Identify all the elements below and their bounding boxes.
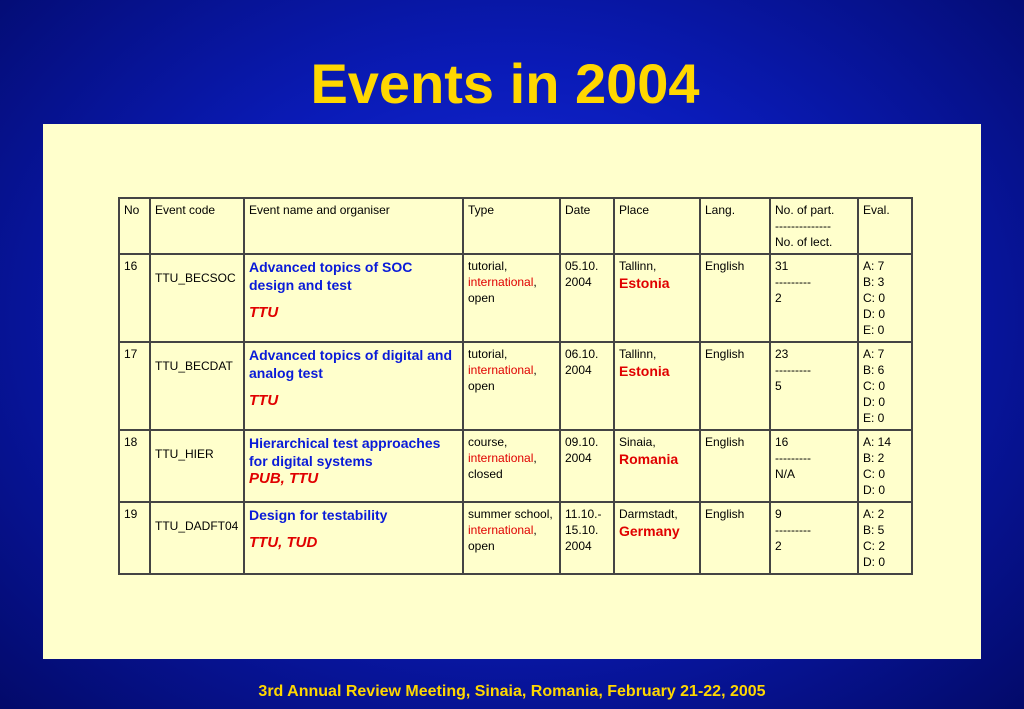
eval-score: C: 0 bbox=[863, 379, 886, 393]
type-kind: course, bbox=[468, 435, 508, 449]
cell-place bbox=[614, 342, 700, 430]
cell-place bbox=[614, 502, 700, 574]
events-table-body bbox=[119, 254, 912, 574]
cell-event-code bbox=[150, 342, 244, 430]
header-participants-label: No. of part. bbox=[775, 203, 835, 217]
eval-score: D: 0 bbox=[863, 555, 886, 569]
table-row bbox=[119, 502, 912, 574]
slide-title: Events in 2004 bbox=[310, 52, 700, 115]
event-organiser: TTU bbox=[249, 392, 279, 409]
participants-count: 9 bbox=[775, 507, 782, 521]
eval-score: D: 0 bbox=[863, 483, 886, 497]
type-international: international bbox=[468, 451, 534, 465]
type-access: open bbox=[468, 291, 495, 305]
cell-event-code bbox=[150, 502, 244, 574]
header-eval: Eval. bbox=[858, 198, 912, 254]
participants-count: 23 bbox=[775, 347, 789, 361]
cell-event-name bbox=[244, 430, 463, 502]
type-international: international bbox=[468, 363, 534, 377]
place-city: Sinaia, bbox=[619, 435, 656, 449]
type-kind: tutorial, bbox=[468, 259, 508, 273]
cell-participants bbox=[770, 342, 858, 430]
type-international: international bbox=[468, 523, 534, 537]
event-code: TTU_HIER bbox=[155, 447, 214, 461]
event-name: Advanced topics of digital and analog test bbox=[249, 347, 453, 381]
cell-place bbox=[614, 254, 700, 342]
lecturers-count: 2 bbox=[775, 539, 782, 553]
cell-no: 16 bbox=[119, 254, 150, 342]
participants-separator: --------- bbox=[775, 523, 811, 537]
cell-date: 05.10. 2004 bbox=[560, 254, 614, 342]
header-type: Type bbox=[463, 198, 560, 254]
cell-no: 19 bbox=[119, 502, 150, 574]
eval-score: A: 14 bbox=[863, 435, 892, 449]
eval-score: A: 7 bbox=[863, 259, 885, 273]
type-access: open bbox=[468, 379, 495, 393]
header-participants-sep: -------------- bbox=[775, 219, 831, 233]
cell-participants bbox=[770, 254, 858, 342]
cell-type: tutorial, international, open bbox=[463, 342, 560, 430]
eval-score: C: 0 bbox=[863, 467, 886, 481]
eval-score: D: 0 bbox=[863, 395, 886, 409]
header-event-code: Event code bbox=[150, 198, 244, 254]
participants-separator: --------- bbox=[775, 451, 811, 465]
type-international: international bbox=[468, 275, 534, 289]
eval-score: B: 6 bbox=[863, 363, 885, 377]
cell-date: 09.10. 2004 bbox=[560, 430, 614, 502]
event-code: TTU_BECSOC bbox=[155, 271, 236, 285]
eval-score: B: 2 bbox=[863, 451, 885, 465]
cell-event-code bbox=[150, 430, 244, 502]
slide-footer: 3rd Annual Review Meeting, Sinaia, Romania, February 21-22, 2005 bbox=[258, 683, 766, 700]
header-lang: Lang. bbox=[700, 198, 770, 254]
header-lecturers-label: No. of lect. bbox=[775, 235, 833, 249]
cell-no: 17 bbox=[119, 342, 150, 430]
cell-event-name bbox=[244, 254, 463, 342]
header-event-name: Event name and organiser bbox=[244, 198, 463, 254]
cell-lang: English bbox=[700, 254, 770, 342]
events-table bbox=[118, 197, 913, 575]
place-country: Estonia bbox=[619, 275, 670, 291]
cell-eval bbox=[858, 502, 912, 574]
cell-no: 18 bbox=[119, 430, 150, 502]
table-header-row bbox=[119, 198, 912, 254]
eval-score: D: 0 bbox=[863, 307, 886, 321]
event-code: TTU_DADFT04 bbox=[155, 519, 239, 533]
type-access: open bbox=[468, 539, 495, 553]
event-organiser: PUB, TTU bbox=[249, 470, 319, 487]
place-country: Germany bbox=[619, 523, 680, 539]
table-row bbox=[119, 254, 912, 342]
table-row bbox=[119, 342, 912, 430]
header-place: Place bbox=[614, 198, 700, 254]
place-country: Estonia bbox=[619, 363, 670, 379]
lecturers-count: 2 bbox=[775, 291, 782, 305]
cell-event-name bbox=[244, 342, 463, 430]
type-access: closed bbox=[468, 467, 503, 481]
cell-event-name bbox=[244, 502, 463, 574]
table-row bbox=[119, 430, 912, 502]
cell-type: summer school, international, open bbox=[463, 502, 560, 574]
type-kind: tutorial, bbox=[468, 347, 508, 361]
cell-event-code bbox=[150, 254, 244, 342]
cell-date: 11.10.- 15.10. 2004 bbox=[560, 502, 614, 574]
event-name: Hierarchical test approaches for digital systems bbox=[249, 435, 441, 469]
participants-separator: --------- bbox=[775, 275, 811, 289]
cell-eval bbox=[858, 430, 912, 502]
event-code: TTU_BECDAT bbox=[155, 359, 233, 373]
event-organiser: TTU bbox=[249, 304, 279, 321]
header-participants bbox=[770, 198, 858, 254]
cell-eval bbox=[858, 342, 912, 430]
cell-participants bbox=[770, 502, 858, 574]
cell-lang: English bbox=[700, 430, 770, 502]
event-name: Design for testability bbox=[249, 507, 388, 523]
eval-score: A: 2 bbox=[863, 507, 885, 521]
place-city: Tallinn, bbox=[619, 347, 657, 361]
place-city: Tallinn, bbox=[619, 259, 657, 273]
lecturers-count: 5 bbox=[775, 379, 782, 393]
eval-score: B: 5 bbox=[863, 523, 885, 537]
eval-score: A: 7 bbox=[863, 347, 885, 361]
type-kind: summer school, bbox=[468, 507, 553, 521]
cell-eval bbox=[858, 254, 912, 342]
cell-type: course, international, closed bbox=[463, 430, 560, 502]
eval-score: B: 3 bbox=[863, 275, 885, 289]
lecturers-count: N/A bbox=[775, 467, 796, 481]
eval-score: E: 0 bbox=[863, 323, 885, 337]
place-country: Romania bbox=[619, 451, 679, 467]
cell-lang: English bbox=[700, 342, 770, 430]
cell-participants bbox=[770, 430, 858, 502]
participants-separator: --------- bbox=[775, 363, 811, 377]
cell-date: 06.10. 2004 bbox=[560, 342, 614, 430]
participants-count: 16 bbox=[775, 435, 789, 449]
cell-place bbox=[614, 430, 700, 502]
eval-score: C: 0 bbox=[863, 291, 886, 305]
participants-count: 31 bbox=[775, 259, 789, 273]
place-city: Darmstadt, bbox=[619, 507, 678, 521]
event-name: Advanced topics of SOC design and test bbox=[249, 259, 413, 293]
eval-score: C: 2 bbox=[863, 539, 886, 553]
cell-type: tutorial, international, open bbox=[463, 254, 560, 342]
eval-score: E: 0 bbox=[863, 411, 885, 425]
event-organiser: TTU, TUD bbox=[249, 534, 318, 551]
header-date: Date bbox=[560, 198, 614, 254]
cell-lang: English bbox=[700, 502, 770, 574]
header-no: No bbox=[119, 198, 150, 254]
